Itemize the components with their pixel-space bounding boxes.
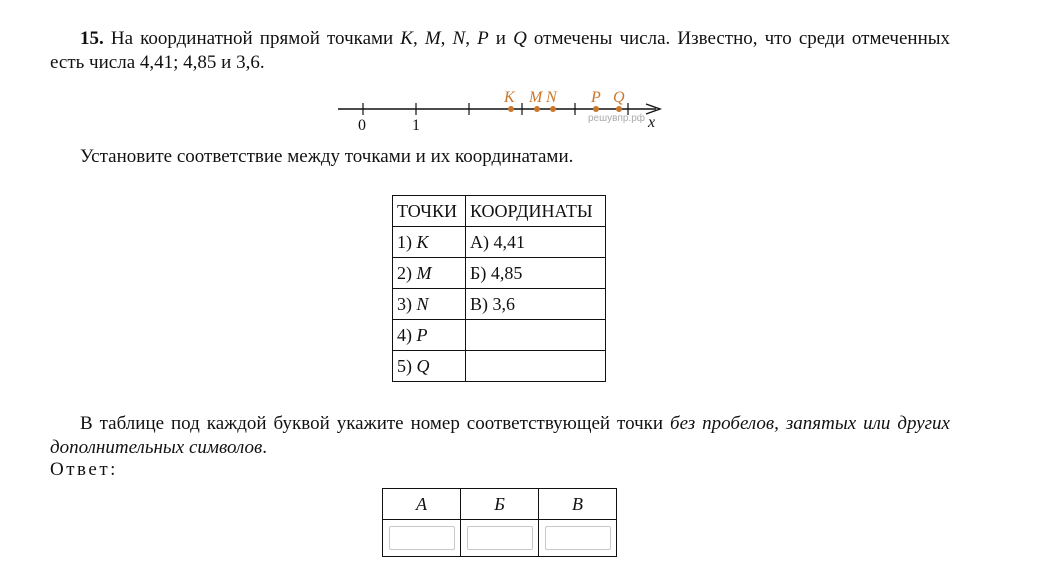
watermark: решувпр.рф <box>588 113 646 124</box>
tick-label-1: 1 <box>412 117 420 134</box>
table-header-row <box>393 196 606 227</box>
answer-header-v: В <box>539 489 617 520</box>
answer-header-row <box>383 489 617 520</box>
point-cell: 1) K <box>393 227 466 258</box>
point-cell: 2) M <box>393 258 466 289</box>
axis-label-x: x <box>648 114 656 131</box>
tick-label-0: 0 <box>358 117 366 134</box>
coordinate-cell: Б) 4,85 <box>466 258 606 289</box>
point-cell: 3) N <box>393 289 466 320</box>
point-cell: 5) Q <box>393 351 466 382</box>
coordinate-cell: А) 4,41 <box>466 227 606 258</box>
coordinate-cell <box>466 351 606 382</box>
table-row <box>393 227 606 258</box>
table-row <box>393 289 606 320</box>
task-number: 15. <box>80 28 104 49</box>
answer-input-b[interactable] <box>467 526 533 550</box>
answer-header-b: Б <box>461 489 539 520</box>
coordinate-cell <box>466 320 606 351</box>
answer-instruction: В таблице под каждой буквой укажите номер соответствующей точки без пробелов, запятых или других дополнительных символов. <box>50 413 950 458</box>
point-Q <box>616 106 622 112</box>
answer-header-a: А <box>383 489 461 520</box>
answer-input-v[interactable] <box>545 526 611 550</box>
point-label-M: M <box>529 89 543 106</box>
answer-cell-a <box>383 520 461 557</box>
point-label-K: K <box>504 89 515 106</box>
answer-input-row <box>383 520 617 557</box>
point-label-Q: Q <box>613 89 625 106</box>
point-P <box>593 106 599 112</box>
point-M <box>534 106 540 112</box>
point-K <box>508 106 514 112</box>
header-points: ТОЧКИ <box>393 196 466 227</box>
table-row <box>393 320 606 351</box>
task-text: 15. На координатной прямой точками K, M, N, P и Q отмечены числа. Известно, что среди отмеченных есть числа 4,41; 4,85 и 3,6. <box>50 28 951 73</box>
point-label-N: N <box>546 89 557 106</box>
point-cell: 4) P <box>393 320 466 351</box>
point-N <box>550 106 556 112</box>
answer-label: Ответ: <box>50 459 118 480</box>
table-row <box>393 258 606 289</box>
number-line <box>330 85 675 135</box>
instruction-text: Установите соответствие между точками и их координатами. <box>80 146 574 167</box>
answer-table <box>382 488 617 557</box>
answer-input-a[interactable] <box>389 526 455 550</box>
match-table <box>392 195 606 382</box>
header-coordinates: КООРДИНАТЫ <box>466 196 606 227</box>
point-label-P: P <box>591 89 601 106</box>
answer-cell-b <box>461 520 539 557</box>
coordinate-cell: В) 3,6 <box>466 289 606 320</box>
table-row <box>393 351 606 382</box>
answer-cell-v <box>539 520 617 557</box>
